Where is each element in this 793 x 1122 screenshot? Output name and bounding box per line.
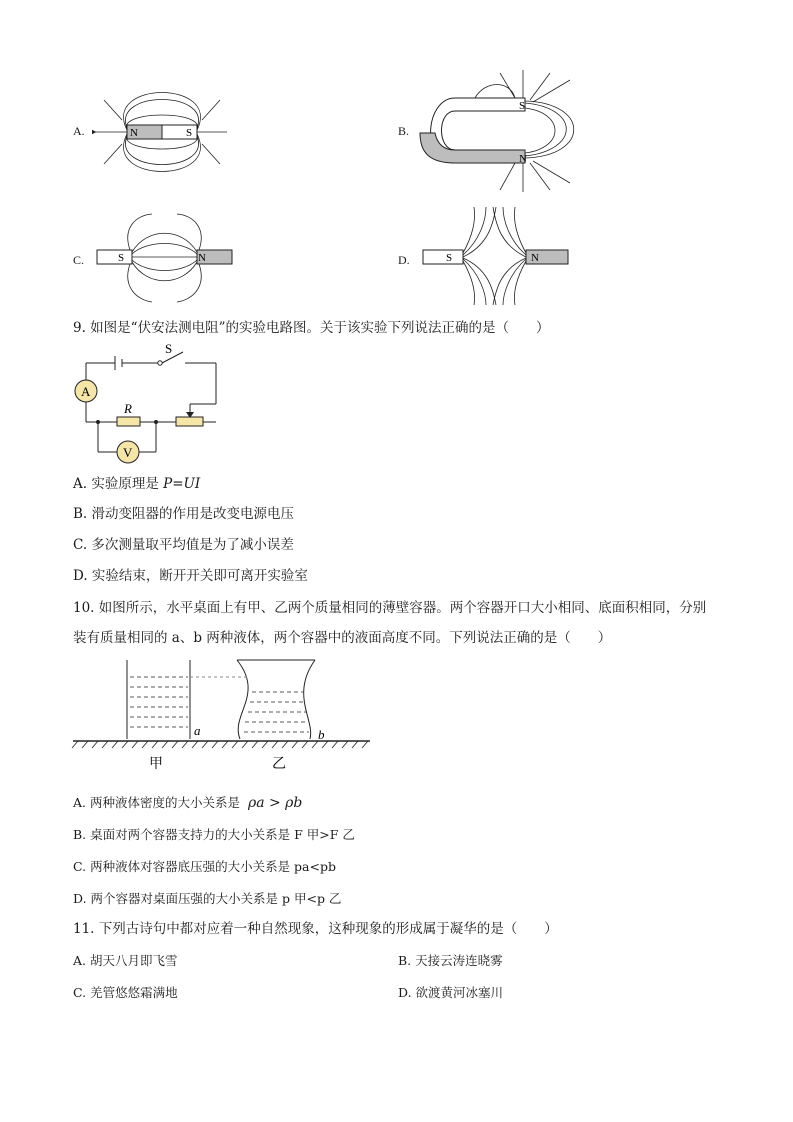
pole-s-label: S bbox=[186, 127, 193, 139]
pole-n-label: N bbox=[130, 127, 138, 139]
q9-option-d[interactable]: D. 实验结束，断开开关即可离开实验室 bbox=[73, 568, 308, 584]
container-yi-label: 乙 bbox=[272, 757, 286, 772]
resistor-label: R bbox=[124, 401, 132, 416]
field-lines bbox=[128, 214, 201, 302]
liquid-a-label: a bbox=[194, 723, 201, 738]
q11-option-a[interactable]: A. 胡天八月即飞雪 bbox=[73, 953, 178, 968]
q10-stem-line1: 10. 如图所示，水平桌面上有甲、乙两个质量相同的薄壁容器。两个容器开口大小相同、底面积相同，分别 bbox=[73, 600, 707, 616]
q11-option-b[interactable]: B. 天接云涛连晓雾 bbox=[398, 953, 503, 968]
q9-option-a[interactable] bbox=[73, 475, 200, 493]
resistor-r bbox=[117, 417, 140, 426]
q10-option-c[interactable]: C. 两种液体对容器底压强的大小关系是 pa<pb bbox=[73, 859, 336, 874]
q10-containers-diagram bbox=[70, 655, 375, 775]
container-jia-label: 甲 bbox=[149, 757, 163, 772]
pole-s-label: S bbox=[118, 252, 125, 264]
q10-stem-line2: 装有质量相同的 a、b 两种液体，两个容器中的液面高度不同。下列说法正确的是（ ） bbox=[73, 630, 612, 646]
q10-option-b[interactable]: B. 桌面对两个容器支持力的大小关系是 F 甲>F 乙 bbox=[73, 827, 355, 842]
pole-n-label: N bbox=[531, 252, 539, 264]
q8-figure-d bbox=[418, 205, 573, 307]
field-lines bbox=[463, 207, 526, 305]
q8-option-c-label: C. bbox=[73, 253, 85, 267]
pole-s-label: S bbox=[519, 100, 526, 112]
q8-option-a-label: A. bbox=[73, 124, 85, 138]
rheostat bbox=[176, 417, 203, 426]
q8-figure-a bbox=[92, 80, 242, 190]
pole-n-label: N bbox=[519, 153, 527, 165]
q10-option-a-text: A. 两种液体密度的大小关系是 bbox=[73, 795, 240, 810]
q9-option-b[interactable]: B. 滑动变阻器的作用是改变电源电压 bbox=[73, 506, 295, 522]
q9-stem: 9. 如图是“伏安法测电阻”的实验电路图。关于该实验下列说法正确的是（ ） bbox=[73, 320, 550, 336]
q8-option-b-label: B. bbox=[398, 124, 410, 138]
q8-figure-c bbox=[92, 212, 237, 304]
q9-circuit-diagram bbox=[70, 340, 230, 468]
q9-option-a-formula: P=UI bbox=[163, 476, 201, 492]
pole-n-label: N bbox=[198, 252, 206, 264]
q10-option-d[interactable]: D. 两个容器对桌面压强的大小关系是 p 甲<p 乙 bbox=[73, 891, 342, 906]
q9-option-c[interactable]: C. 多次测量取平均值是为了减小误差 bbox=[73, 537, 294, 553]
q11-option-d[interactable]: D. 欲渡黄河冰塞川 bbox=[398, 985, 504, 1000]
q8-figure-b bbox=[415, 68, 585, 193]
ammeter-label: A bbox=[81, 384, 91, 399]
liquid-b-label: b bbox=[318, 727, 325, 742]
q8-option-d-label: D. bbox=[398, 253, 410, 267]
q9-option-a-text: A. 实验原理是 bbox=[73, 476, 164, 492]
q10-option-a[interactable] bbox=[73, 794, 302, 812]
field-lines bbox=[475, 70, 574, 192]
pole-s-label: S bbox=[446, 252, 453, 264]
switch-label: S bbox=[165, 341, 173, 356]
q10-option-a-formula: ρa > ρb bbox=[247, 795, 303, 811]
q11-stem: 11. 下列古诗句中都对应着一种自然现象，这种现象的形成属于凝华的是（ ） bbox=[73, 921, 558, 937]
q11-option-c[interactable]: C. 羌管悠悠霜满地 bbox=[73, 985, 178, 1000]
voltmeter-label: V bbox=[123, 445, 133, 460]
